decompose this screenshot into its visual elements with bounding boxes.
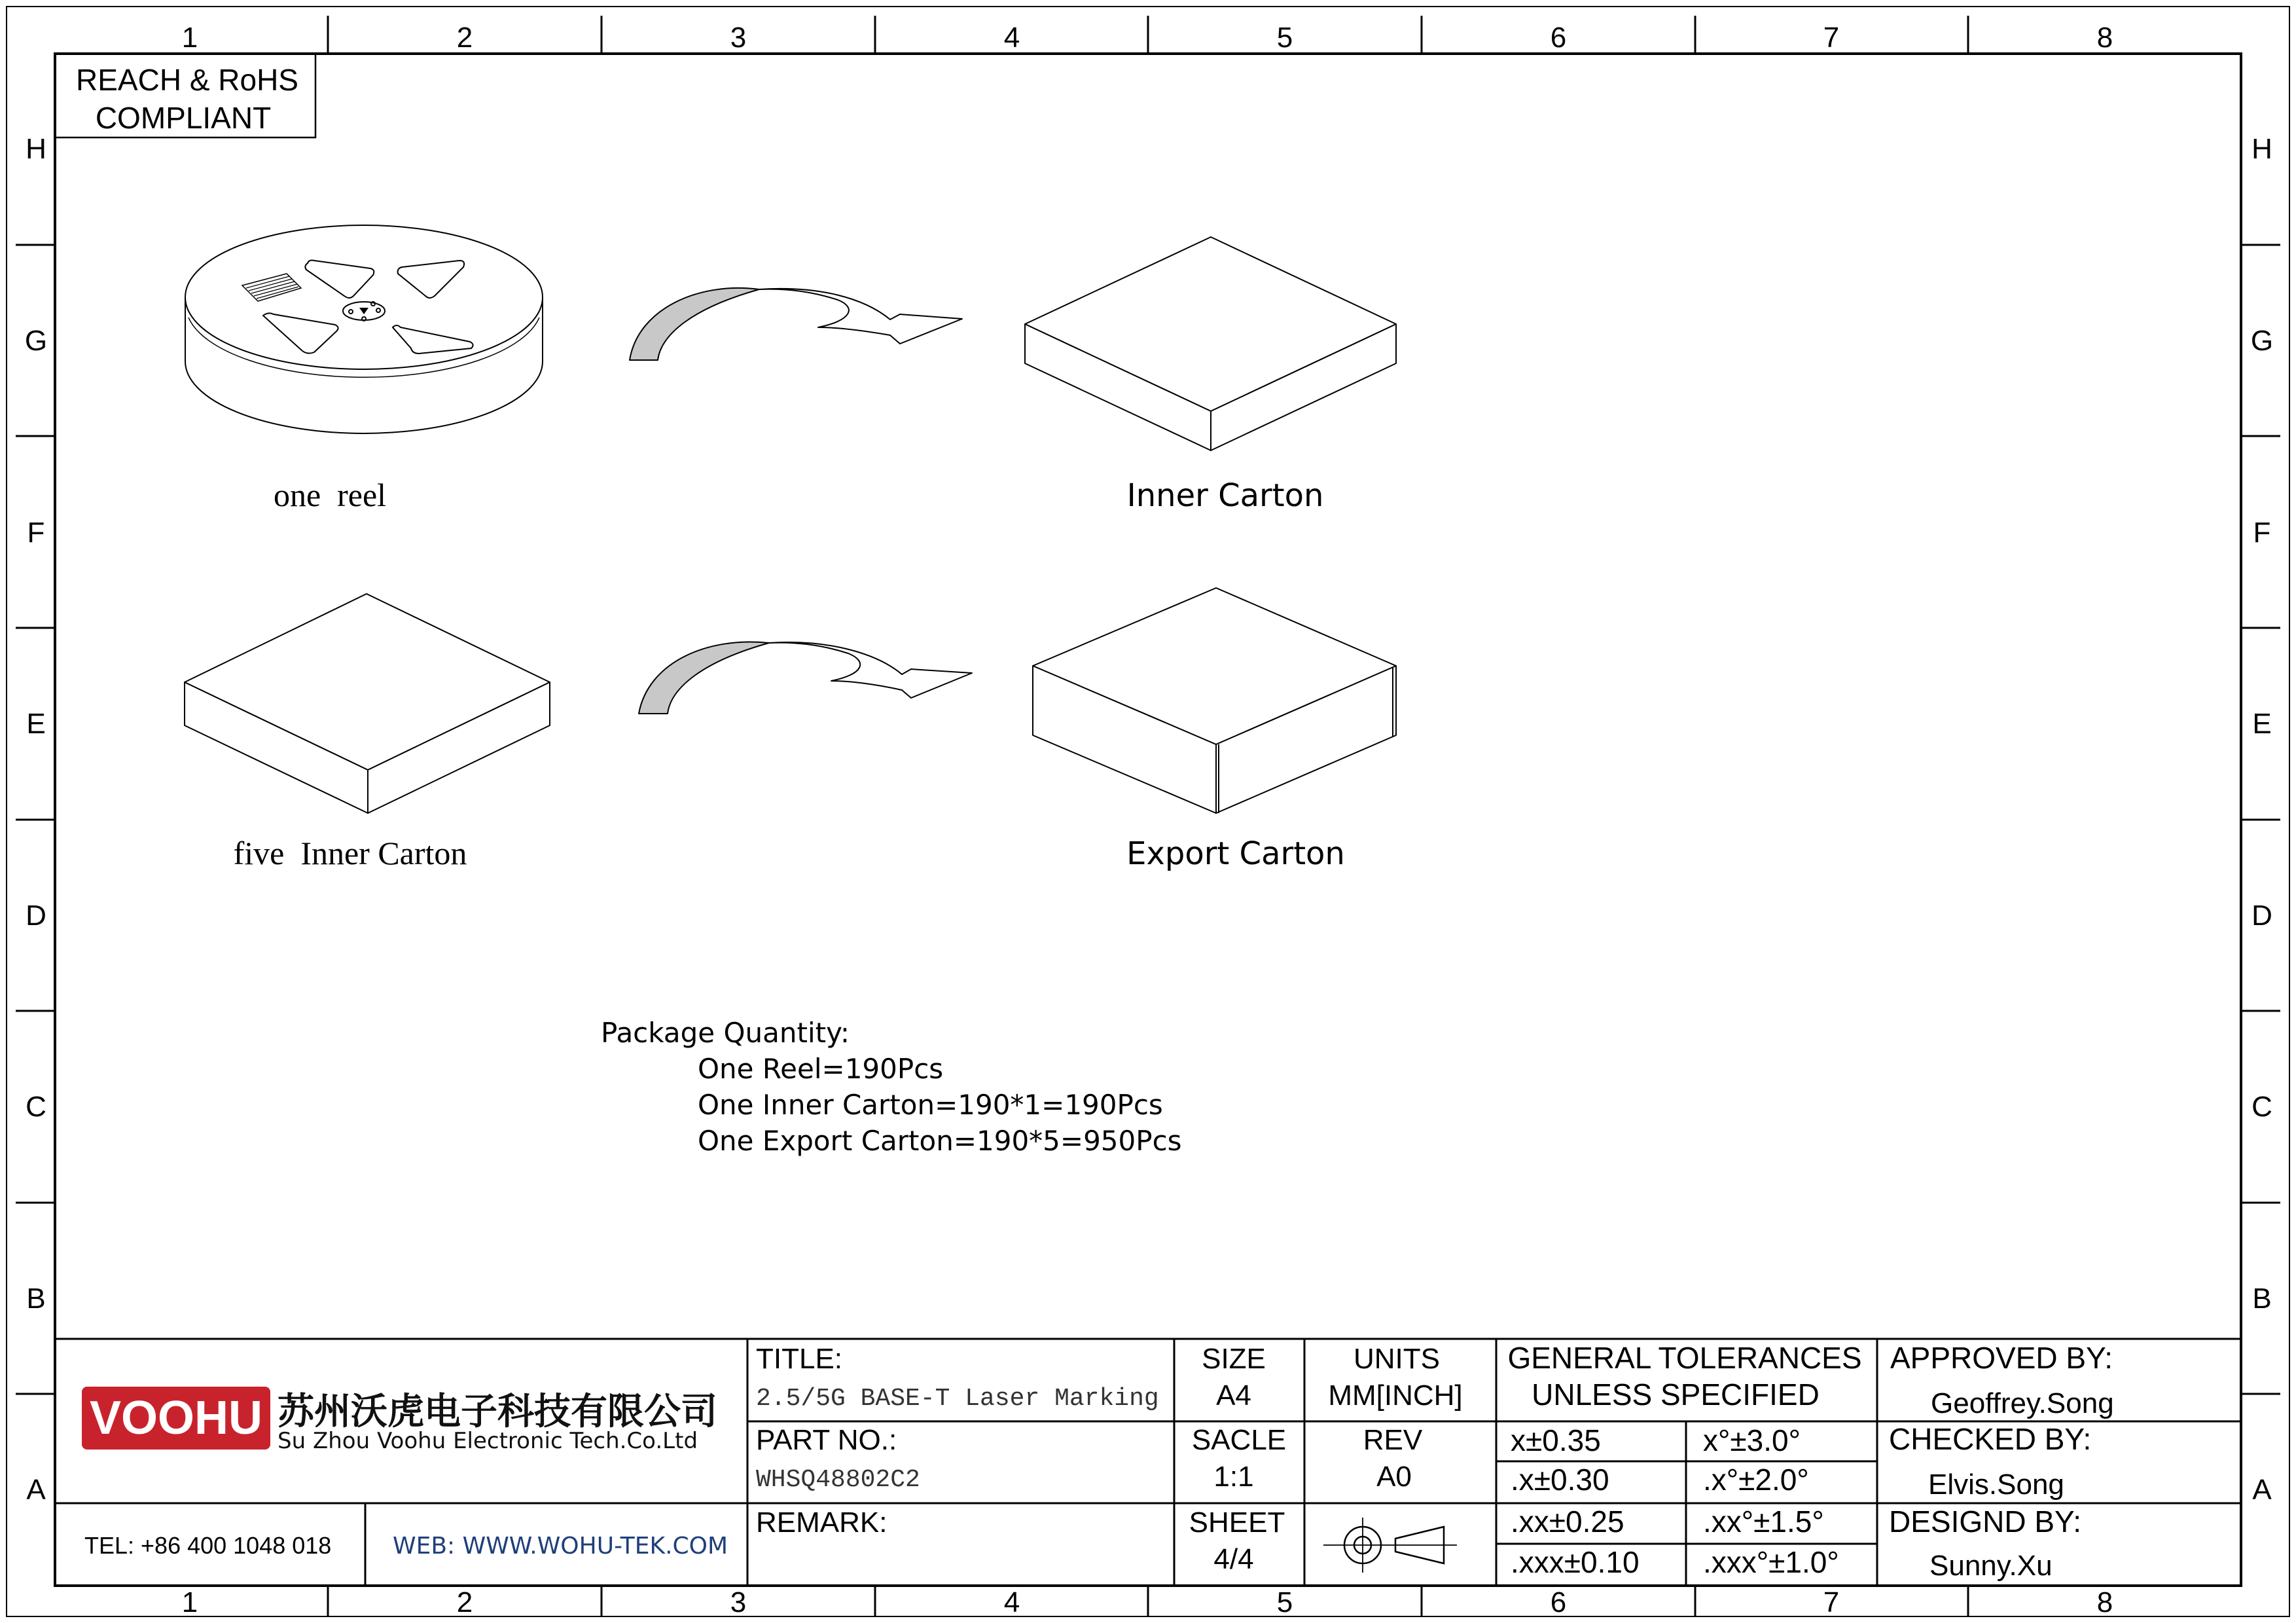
tolerance-linear: .xx±0.25 — [1511, 1504, 1624, 1539]
zone-row-label: A — [2252, 1474, 2272, 1506]
zone-col-label: 1 — [181, 1586, 198, 1618]
zone-col-label: 4 — [1003, 1586, 1020, 1618]
zone-row-label: G — [24, 325, 48, 357]
scale-value: 1:1 — [1213, 1461, 1254, 1493]
compliance-line-1: REACH & RoHS — [76, 63, 298, 97]
tolerance-angular: x°±3.0° — [1703, 1423, 1801, 1457]
logo-text: VOOHU — [89, 1392, 263, 1444]
size-label: SIZE — [1202, 1343, 1266, 1375]
zone-row-label: F — [27, 517, 45, 549]
zone-row-label: E — [26, 708, 46, 740]
tolerance-angular: .xx°±1.5° — [1703, 1504, 1824, 1539]
company-logo — [82, 1387, 270, 1450]
units-value: MM[INCH] — [1328, 1379, 1463, 1412]
zone-row-label: F — [2253, 517, 2271, 549]
units-rev-column — [1328, 1343, 1462, 1493]
zone-row-label: E — [2252, 708, 2272, 740]
five-inner-carton-caption: five Inner Carton — [233, 835, 467, 871]
package-quantity-line: One Export Carton=190*5=950Pcs — [698, 1125, 1182, 1157]
compliance-box — [55, 54, 315, 137]
export-carton-caption: Export Carton — [1126, 835, 1345, 872]
zone-col-label: 3 — [730, 22, 747, 54]
signature-block — [1889, 1341, 2114, 1582]
arrow-icon — [630, 288, 962, 360]
package-quantity-heading: Package Quantity: — [601, 1017, 850, 1049]
sheet-label: SHEET — [1189, 1506, 1285, 1539]
zone-col-label: 5 — [1276, 1586, 1293, 1618]
package-quantity — [601, 1017, 1182, 1157]
package-quantity-line: One Reel=190Pcs — [698, 1053, 944, 1085]
zone-col-label: 2 — [456, 22, 473, 54]
designed-by-label: DESIGND BY: — [1889, 1504, 2081, 1539]
company-name-english: Su Zhou Voohu Electronic Tech.Co.Ltd — [278, 1428, 698, 1454]
inner-carton-caption: Inner Carton — [1126, 477, 1324, 514]
zone-col-label: 8 — [2096, 1586, 2113, 1618]
zone-row-label: C — [2251, 1091, 2272, 1123]
reel-caption: one reel — [273, 477, 387, 513]
tolerance-linear: .xxx±0.10 — [1511, 1545, 1640, 1579]
zone-row-label: G — [2250, 325, 2274, 357]
zone-row-label: H — [26, 133, 46, 165]
zone-col-label: 1 — [181, 22, 198, 54]
zone-col-label: 7 — [1823, 1586, 1840, 1618]
compliance-line-2: COMPLIANT — [95, 101, 272, 135]
zone-row-label: H — [2251, 133, 2272, 165]
tolerances-heading-1: GENERAL TOLERANCES — [1507, 1341, 1862, 1375]
five-inner-carton-drawing — [185, 594, 550, 813]
zone-row-label: D — [2251, 900, 2272, 932]
zone-col-label: 8 — [2096, 22, 2113, 54]
export-carton-drawing — [1033, 588, 1396, 813]
zone-col-label: 3 — [730, 1586, 747, 1618]
size-scale-sheet-column — [1189, 1343, 1287, 1575]
checked-by-label: CHECKED BY: — [1889, 1422, 2092, 1456]
zone-col-label: 6 — [1550, 1586, 1567, 1618]
part-number-value: WHSQ48802C2 — [756, 1466, 920, 1494]
zone-col-label: 6 — [1550, 22, 1567, 54]
size-value: A4 — [1216, 1379, 1251, 1412]
title-label: TITLE: — [756, 1343, 843, 1375]
tolerance-angular: .x°±2.0° — [1703, 1463, 1809, 1497]
zone-col-label: 7 — [1823, 22, 1840, 54]
zone-row-label: B — [26, 1283, 46, 1315]
checked-by-value: Elvis.Song — [1928, 1468, 2064, 1501]
part-number-label: PART NO.: — [756, 1424, 897, 1456]
units-label: UNITS — [1354, 1343, 1440, 1375]
tolerance-linear: .x±0.30 — [1511, 1463, 1609, 1497]
approved-by-value: Geoffrey.Song — [1931, 1387, 2114, 1419]
zone-row-label: D — [26, 900, 46, 932]
tolerance-angular: .xxx°±1.0° — [1703, 1545, 1839, 1579]
designed-by-value: Sunny.Xu — [1929, 1550, 2053, 1582]
zone-row-label: A — [26, 1474, 46, 1506]
scale-label: SACLE — [1191, 1424, 1287, 1456]
tolerances-heading-2: UNLESS SPECIFIED — [1532, 1377, 1820, 1412]
arrow-icon — [639, 642, 972, 714]
zone-col-label: 5 — [1276, 22, 1293, 54]
zone-row-label: B — [2252, 1283, 2272, 1315]
reel-drawing — [185, 225, 543, 433]
title-block-grid — [55, 1339, 2241, 1586]
package-quantity-line: One Inner Carton=190*1=190Pcs — [698, 1089, 1163, 1121]
rev-label: REV — [1363, 1424, 1423, 1456]
remark-label: REMARK: — [756, 1506, 888, 1539]
zone-col-label: 2 — [456, 1586, 473, 1618]
zone-row-label: C — [26, 1091, 46, 1123]
approved-by-label: APPROVED BY: — [1890, 1341, 2113, 1375]
company-name-chinese: 苏州沃虎电子科技有限公司 — [278, 1391, 717, 1433]
telephone: TEL: +86 400 1048 018 — [84, 1532, 332, 1559]
rev-value: A0 — [1376, 1461, 1412, 1493]
zone-col-label: 4 — [1003, 22, 1020, 54]
inner-carton-drawing — [1025, 237, 1396, 450]
title-value: 2.5/5G BASE-T Laser Marking — [756, 1385, 1159, 1413]
first-angle-projection-icon — [1323, 1518, 1457, 1573]
tolerance-linear: x±0.35 — [1511, 1423, 1601, 1457]
website: WEB: WWW.WOHU-TEK.COM — [393, 1533, 728, 1559]
sheet-value: 4/4 — [1213, 1543, 1254, 1575]
